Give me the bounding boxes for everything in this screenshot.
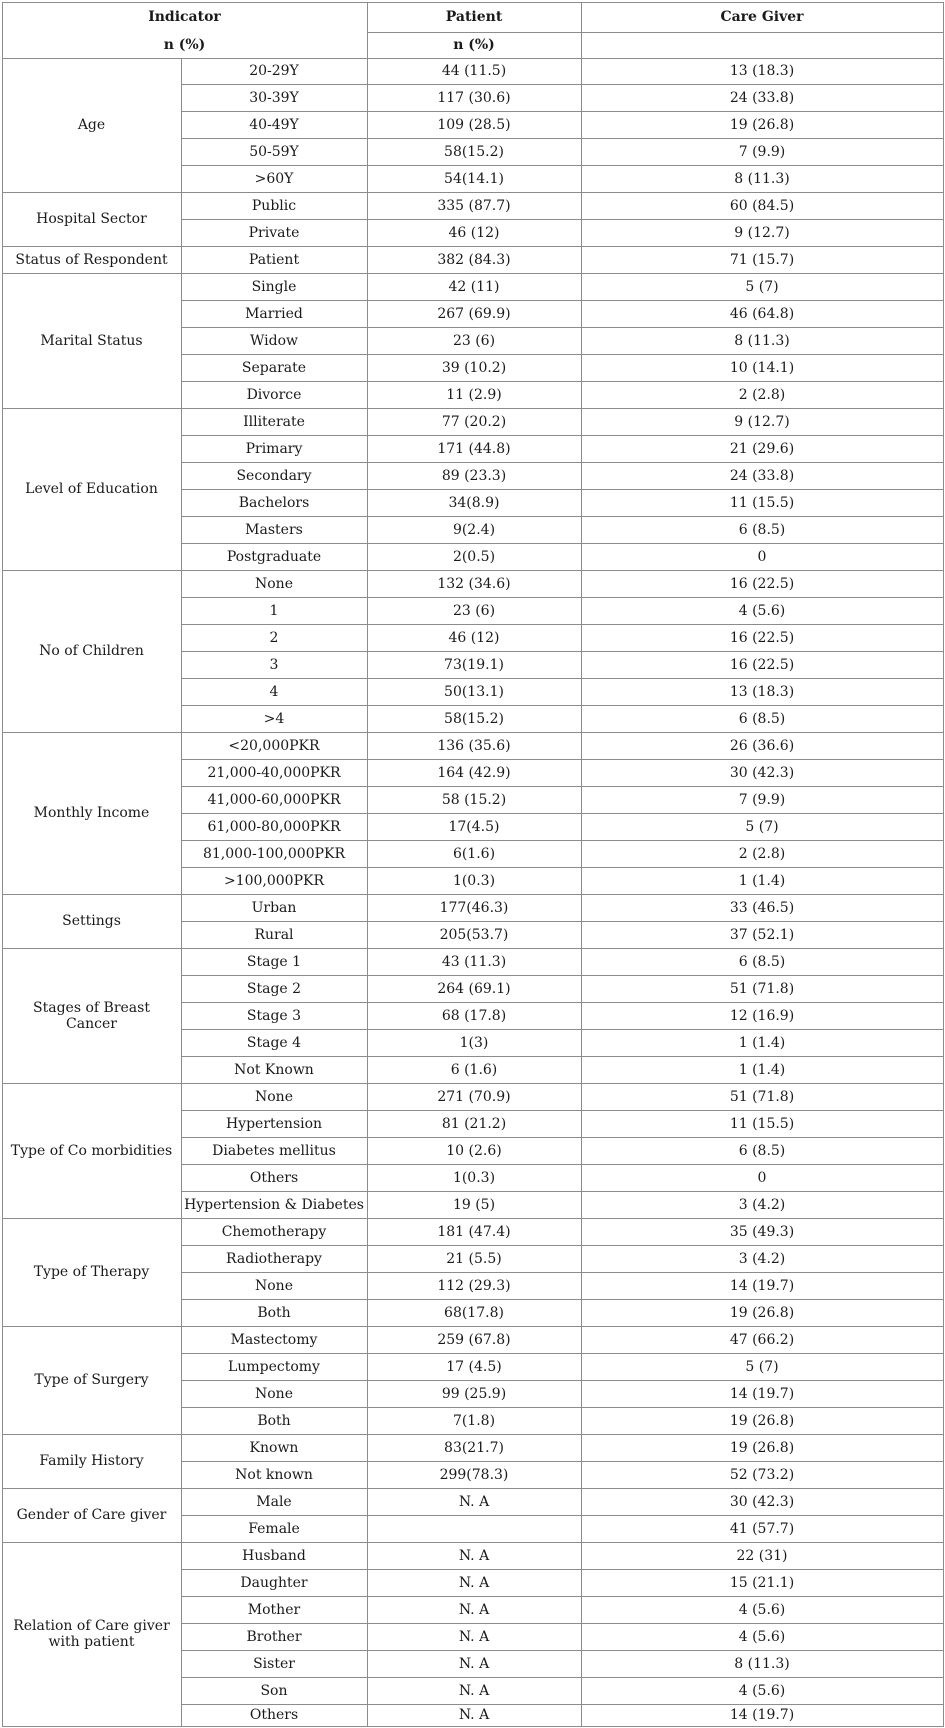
row-patient-value: N. A [458,1628,490,1645]
group-settings-label: Settings [62,913,121,929]
table-rule [181,1110,944,1111]
table-rule [181,435,944,436]
row-patient-value: 205(53.7) [439,926,509,943]
row-category: 50-59Y [249,143,299,160]
row-patient-value: 11 (2.9) [446,386,502,403]
row-category: Private [248,224,300,241]
row-care-giver-value: 4 (5.6) [738,602,786,619]
table-rule [181,462,944,463]
row-patient-value: 58(15.2) [444,143,504,160]
row-category: None [255,575,293,592]
row-care-giver-value: 7 (9.9) [738,143,786,160]
row-care-giver-value: 3 (4.2) [738,1250,786,1267]
row-patient-value: 68(17.8) [444,1304,504,1321]
row-category: Daughter [240,1574,308,1591]
table-rule [181,867,944,868]
row-care-giver-value: 4 (5.6) [738,1682,786,1699]
row-care-giver-value: 5 (7) [745,278,779,295]
row-care-giver-value: 26 (36.6) [729,737,795,754]
row-patient-value: 68 (17.8) [441,1007,507,1024]
row-patient-value: 117 (30.6) [437,89,511,106]
row-patient-value: 54(14.1) [444,170,504,187]
row-patient-value: 23 (6) [452,332,496,349]
table-rule [181,975,944,976]
row-category: Primary [245,440,303,457]
table-rule [367,58,368,1726]
row-category: 1 [269,602,279,619]
row-category: Public [251,197,297,214]
row-care-giver-value: 14 (19.7) [729,1277,795,1294]
row-care-giver-value: 16 (22.5) [729,629,795,646]
row-patient-value: 23 (6) [452,602,496,619]
table-rule [181,1461,944,1462]
row-category: None [255,1088,293,1105]
row-patient-value: 181 (47.4) [437,1223,511,1240]
row-patient-value: 19 (5) [452,1196,496,1213]
row-category: Both [257,1304,291,1321]
row-care-giver-value: 37 (52.1) [729,926,795,943]
row-patient-value: 39 (10.2) [441,359,507,376]
row-patient-value: 264 (69.1) [437,980,511,997]
group-type-of-therapy-label: Type of Therapy [33,1264,150,1280]
row-care-giver-value: 30 (42.3) [729,764,795,781]
table-rule [181,1677,944,1678]
row-care-giver-value: 8 (11.3) [734,332,790,349]
row-category: Divorce [246,386,302,403]
row-care-giver-value: 13 (18.3) [729,683,795,700]
row-care-giver-value: 1 (1.4) [738,872,786,889]
row-category: Secondary [236,467,312,484]
row-care-giver-value: 14 (19.7) [729,1707,795,1723]
table-rule [181,1569,944,1570]
group-level-of-education-label: Level of Education [25,481,158,497]
row-category: >4 [263,710,285,727]
row-care-giver-value: 6 (8.5) [738,710,786,727]
row-patient-value: 77 (20.2) [441,413,507,430]
row-care-giver-value: 51 (71.8) [729,1088,795,1105]
row-category: Known [249,1439,299,1456]
row-patient-value: 81 (21.2) [441,1115,507,1132]
table-rule [2,1726,944,1727]
row-care-giver-value: 35 (49.3) [729,1223,795,1240]
row-care-giver-value: 14 (19.7) [729,1385,795,1402]
row-category: Urban [251,899,297,916]
row-patient-value: N. A [458,1707,490,1723]
table-rule [181,1002,944,1003]
row-category: Male [256,1493,292,1510]
row-care-giver-value: 6 (8.5) [738,1142,786,1159]
table-rule [181,327,944,328]
table-rule [181,111,944,112]
row-patient-value: 89 (23.3) [441,467,507,484]
table-rule [181,1029,944,1030]
row-patient-value: 58 (15.2) [441,791,507,808]
row-category: Masters [245,521,303,538]
row-care-giver-value: 0 [757,1169,767,1186]
table-rule [181,1353,944,1354]
row-care-giver-value: 8 (11.3) [734,1655,790,1672]
row-patient-value: 1(0.3) [452,872,496,889]
row-care-giver-value: 13 (18.3) [729,63,795,79]
row-care-giver-value: 0 [757,548,767,565]
row-patient-value: 21 (5.5) [446,1250,502,1267]
row-care-giver-value: 3 (4.2) [738,1196,786,1213]
row-care-giver-value: 4 (5.6) [738,1628,786,1645]
table-rule [181,543,944,544]
row-category: Stage 3 [246,1007,302,1024]
row-category: >100,000PKR [223,872,325,889]
row-care-giver-value: 22 (31) [736,1547,788,1564]
row-category: Female [248,1520,300,1537]
row-care-giver-value: 9 (12.7) [734,224,790,241]
table-rule [367,32,944,33]
row-care-giver-value: 16 (22.5) [729,575,795,592]
row-patient-value: 73(19.1) [444,656,504,673]
row-category: Others [249,1169,299,1186]
table-rule [181,651,944,652]
row-patient-value: N. A [458,1493,490,1510]
row-patient-value: N. A [458,1655,490,1672]
row-patient-value: N. A [458,1682,490,1699]
row-care-giver-value: 2 (2.8) [738,386,786,403]
header-patient-unit: n (%) [453,37,495,53]
row-category: Others [249,1707,299,1723]
row-care-giver-value: 4 (5.6) [738,1601,786,1618]
table-rule [181,1272,944,1273]
row-category: 4 [269,683,279,700]
row-category: Bachelors [238,494,310,511]
table-rule [181,921,944,922]
table-rule [181,1407,944,1408]
row-patient-value: 6 (1.6) [450,1061,498,1078]
row-category: Hypertension [225,1115,323,1132]
row-category: Separate [241,359,307,376]
row-patient-value: 83(21.7) [444,1439,504,1456]
row-category: Postgraduate [226,548,322,565]
table-rule [181,1650,944,1651]
row-category: Sister [253,1655,295,1672]
table-rule [581,2,582,58]
header-patient: Patient [445,9,503,25]
row-category: Illiterate [243,413,305,430]
row-category: Brother [246,1628,302,1645]
row-patient-value: N. A [458,1547,490,1564]
table-rule [181,1623,944,1624]
row-care-giver-value: 41 (57.7) [729,1520,795,1537]
row-care-giver-value: 30 (42.3) [729,1493,795,1510]
group-marital-status-label: Marital Status [40,332,143,349]
row-care-giver-value: 24 (33.8) [729,89,795,106]
table-rule [181,813,944,814]
row-patient-value: N. A [458,1574,490,1591]
row-patient-value: 112 (29.3) [437,1277,511,1294]
group-hospital-sector-label: Hospital Sector [36,211,147,227]
table-rule [181,1515,944,1516]
row-category: >60Y [254,170,294,187]
row-category: 21,000-40,000PKR [207,764,341,781]
row-category: Stage 4 [246,1034,302,1051]
row-care-giver-value: 46 (64.8) [729,305,795,322]
group-type-of-surgery-label: Type of Surgery [34,1372,149,1388]
table-rule [181,1056,944,1057]
header-indicator-unit: n (%) [163,37,206,53]
row-patient-value: 44 (11.5) [441,63,507,79]
table-rule [181,381,944,382]
row-care-giver-value: 24 (33.8) [729,467,795,484]
row-care-giver-value: 51 (71.8) [729,980,795,997]
row-care-giver-value: 19 (26.8) [729,1439,795,1456]
row-category: Patient [248,251,300,268]
row-patient-value: 164 (42.9) [437,764,511,781]
row-care-giver-value: 16 (22.5) [729,656,795,673]
row-patient-value: 9(2.4) [452,521,496,538]
row-care-giver-value: 11 (15.5) [729,494,795,511]
table-rule [181,300,944,301]
row-care-giver-value: 2 (2.8) [738,845,786,862]
row-care-giver-value: 19 (26.8) [729,1304,795,1321]
row-care-giver-value: 5 (7) [745,1358,779,1375]
row-patient-value: 10 (2.6) [446,1142,502,1159]
row-patient-value: 259 (67.8) [437,1331,511,1348]
row-care-giver-value: 1 (1.4) [738,1034,786,1051]
row-care-giver-value: 52 (73.2) [729,1466,795,1483]
row-category: None [255,1385,293,1402]
row-care-giver-value: 6 (8.5) [738,521,786,538]
row-category: Rural [254,926,294,943]
table-rule [181,1164,944,1165]
row-category: Widow [250,332,298,349]
table-rule [181,1245,944,1246]
table-rule [181,1704,944,1705]
header-indicator: Indicator [148,9,221,25]
row-category: Radiotherapy [226,1250,322,1267]
table-rule [181,678,944,679]
row-category: 3 [269,656,279,673]
row-patient-value: 50(13.1) [444,683,504,700]
table-rule [181,354,944,355]
row-category: 20-29Y [249,63,299,79]
row-category: None [255,1277,293,1294]
row-patient-value: 271 (70.9) [437,1088,511,1105]
row-care-giver-value: 12 (16.9) [729,1007,795,1024]
row-patient-value: 17 (4.5) [446,1358,502,1375]
row-care-giver-value: 10 (14.1) [729,359,795,376]
group-gender-of-care-giver-label: Gender of Care giver [16,1507,167,1523]
row-care-giver-value: 19 (26.8) [729,116,795,133]
table-rule [181,597,944,598]
row-patient-value: 177(46.3) [439,899,509,916]
table-rule [181,165,944,166]
row-patient-value: 58(15.2) [444,710,504,727]
row-patient-value: 2(0.5) [452,548,496,565]
row-category: Not known [235,1466,313,1483]
table-rule [581,58,582,1726]
row-care-giver-value: 33 (46.5) [729,899,795,916]
table-rule [181,786,944,787]
table-rule [181,1596,944,1597]
row-category: Single [251,278,297,295]
table-rule [181,705,944,706]
row-patient-value: 42 (11) [448,278,500,295]
row-care-giver-value: 7 (9.9) [738,791,786,808]
row-patient-value: 1(0.3) [452,1169,496,1186]
row-category: Married [245,305,303,322]
table-rule [181,516,944,517]
row-patient-value: 43 (11.3) [441,953,507,970]
row-patient-value: 6(1.6) [452,845,496,862]
row-category: 2 [269,629,279,646]
row-patient-value: 46 (12) [448,224,500,241]
row-patient-value: 335 (87.7) [437,197,511,214]
table-rule [367,2,368,58]
table-rule [181,84,944,85]
row-category: Hypertension & Diabetes [184,1196,364,1213]
group-type-of-co-morbidities-label: Type of Co morbidities [10,1142,173,1159]
row-care-giver-value: 8 (11.3) [734,170,790,187]
group-family-history-label: Family History [39,1453,144,1469]
row-patient-value: 382 (84.3) [437,251,511,268]
group-age-label: Age [77,117,106,133]
table-rule [181,1380,944,1381]
header-care-giver: Care Giver [720,9,804,25]
row-care-giver-value: 6 (8.5) [738,953,786,970]
group-monthly-income-label: Monthly Income [33,805,150,821]
row-care-giver-value: 71 (15.7) [729,251,795,268]
row-care-giver-value: 21 (29.6) [729,440,795,457]
table-rule [181,840,944,841]
row-category: Stage 2 [246,980,302,997]
row-patient-value: 99 (25.9) [441,1385,507,1402]
group-status-of-respondent-label: Status of Respondent [15,251,168,268]
row-patient-value: 136 (35.6) [437,737,511,754]
row-patient-value: 7(1.8) [452,1412,496,1429]
row-category: Chemotherapy [221,1223,327,1240]
row-category: Husband [242,1547,306,1564]
row-category: 61,000-80,000PKR [207,818,341,835]
row-care-giver-value: 5 (7) [745,818,779,835]
row-care-giver-value: 47 (66.2) [729,1331,795,1348]
row-care-giver-value: 9 (12.7) [734,413,790,430]
row-care-giver-value: 11 (15.5) [729,1115,795,1132]
table-rule [181,138,944,139]
row-patient-value: 34(8.9) [448,494,500,511]
row-patient-value: 171 (44.8) [437,440,511,457]
row-category: Both [257,1412,291,1429]
group-stages-of-breast-cancer-label: Stages of Breast Cancer [33,999,150,1032]
group-no-of-children-label: No of Children [39,643,144,659]
table-rule [181,1191,944,1192]
table-rule [2,2,3,1727]
row-patient-value: 1(3) [459,1034,489,1051]
table-rule [181,1299,944,1300]
row-category: Mastectomy [230,1331,318,1348]
row-patient-value: 299(78.3) [439,1466,509,1483]
row-care-giver-value: 19 (26.8) [729,1412,795,1429]
row-category: 30-39Y [249,89,299,106]
table-rule [181,219,944,220]
row-patient-value: 46 (12) [448,629,500,646]
row-category: Son [260,1682,288,1699]
row-patient-value: N. A [458,1601,490,1618]
table-rule [181,489,944,490]
row-category: 81,000-100,000PKR [202,845,346,862]
row-patient-value: 267 (69.9) [437,305,511,322]
table-rule [943,2,944,1727]
table-rule [181,1137,944,1138]
row-category: 41,000-60,000PKR [207,791,341,808]
table-rule [181,624,944,625]
row-patient-value: 132 (34.6) [437,575,511,592]
row-patient-value: 17(4.5) [448,818,500,835]
group-relation-of-care-giver-with-patient-label: Relation of Care giver with patient [13,1618,170,1650]
row-category: <20,000PKR [228,737,320,754]
row-category: Mother [247,1601,301,1618]
table-rule [2,2,944,3]
row-category: Diabetes mellitus [212,1142,336,1159]
row-patient-value [367,1515,581,1542]
table-rule [181,58,182,1726]
row-care-giver-value: 1 (1.4) [738,1061,786,1078]
row-care-giver-value: 60 (84.5) [729,197,795,214]
row-category: Lumpectomy [228,1358,320,1375]
row-category: Not Known [234,1061,314,1078]
row-category: Stage 1 [246,953,302,970]
table-rule [181,759,944,760]
row-patient-value: 109 (28.5) [437,116,511,133]
row-care-giver-value: 15 (21.1) [729,1574,795,1591]
row-category: 40-49Y [249,116,299,133]
